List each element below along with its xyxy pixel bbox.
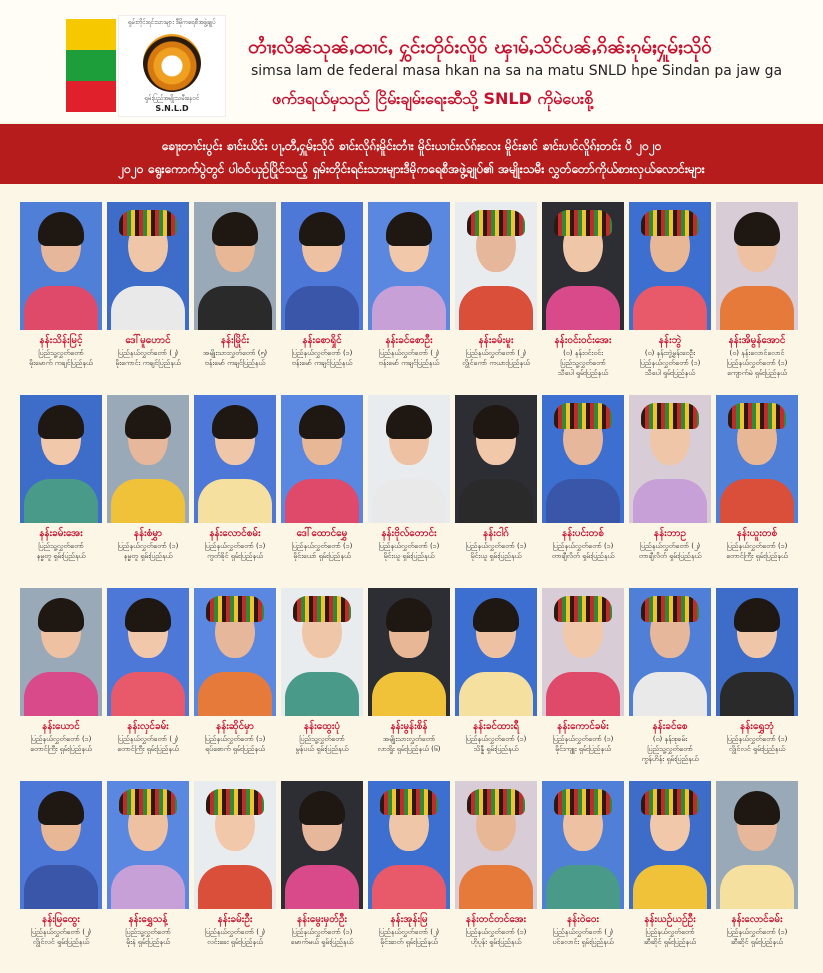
banner: [0, 124, 823, 184]
candidate-card: [542, 588, 624, 780]
candidate-name: နန်းအုန်းမြ: [390, 914, 428, 925]
photo-headdress: [206, 596, 264, 622]
candidate-info2: သိန္နီ ရှမ်းပြည်နယ်: [473, 745, 519, 753]
logo-top-text: ရှမ်းတိုင်းရင်းသားများ ဒီမိုကရေစီအဖွဲ့ချုပ်: [128, 19, 216, 26]
candidate-info2: ကွတ်ခိုင် ရှမ်းပြည်နယ်: [207, 552, 263, 560]
candidate-name: နန်းခမ်းမူး: [478, 335, 514, 346]
candidate-info1: ပြည်နယ်လွှတ်တော် (၁): [291, 349, 353, 357]
candidate-name: နန်းရွှေဘုံ: [740, 721, 774, 732]
photo-clothing: [459, 286, 533, 330]
candidate-name: နန်းပင်းတစ်: [561, 528, 605, 539]
photo-clothing: [111, 479, 185, 523]
title-latin: simsa lam de federal masa hkan na sa na matu SNLD hpe Sindan pa jaw ga: [251, 63, 783, 79]
candidate-info1: ပြည်နယ်လွှတ်တော် (၂): [639, 542, 701, 550]
photo-clothing: [111, 672, 185, 716]
candidate-card: [542, 202, 624, 394]
candidate-info2: လွိုင်လင် ရှမ်းပြည်နယ်: [32, 938, 90, 946]
candidate-name: နန်းခမ်းအေး: [39, 528, 83, 539]
candidate-name: နန်းမြိုင်း: [220, 335, 250, 346]
candidate-info1: ပြည်နယ်လွှတ်တော် (၁): [204, 735, 266, 743]
candidate-name: နန်းလောင်စမ်း: [209, 528, 261, 539]
candidate-photo: [194, 395, 276, 523]
photo-clothing: [372, 672, 446, 716]
candidate-name: နန်းယူးတစ်: [736, 528, 778, 539]
candidate-info2: လင်းခေး ရှမ်းပြည်နယ်: [207, 938, 263, 946]
candidate-info1: (၀) နန်းဘွဲ့မွန်းဝေဦး: [644, 349, 696, 357]
photo-headdress: [554, 210, 612, 236]
candidate-card: [107, 202, 189, 394]
candidate-card: [629, 781, 711, 973]
candidate-info1: ပြည်နယ်လွှတ်တော် (၁): [465, 735, 527, 743]
photo-clothing: [24, 865, 98, 909]
candidate-photo: [716, 588, 798, 716]
candidate-info1: ပြည်နယ်လွှတ်တော် (၁): [291, 928, 353, 936]
photo-clothing: [198, 479, 272, 523]
candidate-card: [716, 202, 798, 394]
candidate-photo: [20, 202, 102, 330]
candidate-name: နန်းဝဲဝေး: [566, 914, 600, 925]
photo-hair: [125, 598, 171, 632]
photo-clothing: [285, 479, 359, 523]
candidate-photo: [107, 588, 189, 716]
candidate-name: နန်းတင်တင်အေး: [465, 914, 527, 925]
candidate-info2: ဆီဆိုင် ရှမ်းပြည်နယ်: [731, 938, 783, 946]
candidate-photo: [542, 781, 624, 909]
photo-headdress: [554, 403, 612, 429]
candidate-name: ဒေါ်ထောင်မွှေ: [296, 528, 348, 539]
candidate-info2: မိုင်းယူ ရှမ်းပြည်နယ်: [383, 552, 435, 560]
flag-red-stripe: [66, 81, 116, 112]
candidate-info1: ပြည်နယ်လွှတ်တော် (၂): [378, 928, 440, 936]
photo-hair: [38, 212, 84, 246]
photo-clothing: [720, 479, 794, 523]
candidate-info2: ရပ်စောက် ရှမ်းပြည်နယ်: [205, 745, 265, 753]
title-shan: တၢႆႈလိၼ်သုၼ်ႇထၢင်ႇ ႁွင်းတိုဝ်းလိူဝ် ၾၢမ်ႇသိင်ပၼ်ႇၵိၼ်းၵုမ်ႈႁူမ်ႈသိုဝ်: [248, 36, 712, 58]
candidate-info2: မိုးနဲ ရှမ်းပြည်နယ်: [126, 938, 170, 946]
photo-headdress: [293, 596, 351, 622]
photo-headdress: [467, 210, 525, 236]
candidate-card: [281, 588, 363, 780]
candidate-info2: တာချီလိတ် ရှမ်းပြည်နယ်: [638, 552, 702, 560]
photo-hair: [734, 791, 780, 825]
photo-clothing: [720, 286, 794, 330]
candidate-info1: ပြည်နယ်လွှတ်တော် (၁): [726, 735, 788, 743]
photo-headdress: [380, 789, 438, 815]
photo-clothing: [285, 865, 359, 909]
candidate-name: နန်းလှင်ခမ်း: [127, 721, 169, 732]
tiger-icon: [143, 34, 201, 92]
candidate-info1: ပြည်နယ်လွှတ်တော် (၁): [726, 928, 788, 936]
photo-hair: [386, 212, 432, 246]
candidate-card: [716, 395, 798, 587]
flag-green-stripe: [66, 50, 116, 81]
photo-clothing: [372, 286, 446, 330]
candidate-photo: [629, 395, 711, 523]
photo-clothing: [285, 286, 359, 330]
candidate-card: [629, 202, 711, 394]
candidate-info1: ပြည်နယ်လွှတ်တော် (၂): [465, 349, 527, 357]
photo-hair: [386, 405, 432, 439]
photo-hair: [473, 405, 519, 439]
candidate-card: [20, 395, 102, 587]
candidate-name: နန်းရွှေသန့်: [128, 914, 168, 925]
candidate-info2: ပြည်နယ်လွှတ်တော် (၁): [726, 359, 788, 367]
candidate-name: နန်းထွေးပုံ: [303, 721, 341, 732]
candidate-name: နန်းဗိုလ်တောင်း: [381, 528, 437, 539]
banner-line-2: ၂၀၂၀ ရွေးကောက်ပွဲတွင် ပါဝင်ယှဉ်ပြိုင်သည့် ရှမ်းတိုင်းရင်းသားများဒီမိုကရေစီအဖွဲ့ချုပ်၏ အမျိုးသမီး လွှတ်တော်ကိုယ်စားလှယ်လောင်းများ: [118, 162, 705, 176]
candidate-info1: အမျိုးသားလွှတ်တော် (၅): [202, 349, 268, 357]
photo-headdress: [641, 403, 699, 429]
candidate-name: နန်းခင်စေ: [652, 721, 688, 732]
photo-headdress: [467, 789, 525, 815]
candidate-card: [455, 395, 537, 587]
candidate-name: နန်းမွန်းစိန်: [390, 721, 428, 732]
photo-clothing: [24, 479, 98, 523]
candidate-photo: [542, 395, 624, 523]
candidate-photo: [194, 781, 276, 909]
photo-clothing: [633, 479, 707, 523]
candidate-info1: ပြည်နယ်လွှတ်တော် (၂): [378, 349, 440, 357]
candidate-info2: မိုးကောင်း ကချင်ပြည်နယ်: [115, 359, 181, 367]
photo-hair: [473, 598, 519, 632]
candidate-photo: [20, 588, 102, 716]
candidate-info3: သီပေါ ရှမ်းပြည်နယ်: [557, 369, 609, 377]
candidate-card: [542, 395, 624, 587]
candidate-card: [455, 588, 537, 780]
candidate-photo: [20, 395, 102, 523]
candidate-photo: [107, 202, 189, 330]
candidate-card: [455, 781, 537, 973]
candidate-info2: ဟိုပုန်း ရှမ်းပြည်နယ်: [470, 938, 522, 946]
candidate-photo: [107, 395, 189, 523]
candidate-info1: ပြည်နယ်လွှတ်တော် (၁): [204, 542, 266, 550]
candidate-photo: [455, 202, 537, 330]
candidate-name: နန်းမွေးမှတ်ဦး: [296, 914, 348, 925]
candidate-photo: [629, 781, 711, 909]
candidate-info1: ပြည်နယ်လွှတ်တော် (၁): [378, 542, 440, 550]
candidate-card: [20, 781, 102, 973]
candidate-name: နန်းမြထွေး: [42, 914, 80, 925]
candidate-photo: [194, 588, 276, 716]
candidate-info1: ပြည်နယ်လွှတ်တော် (၁): [726, 542, 788, 550]
photo-clothing: [198, 672, 272, 716]
candidate-photo: [368, 588, 450, 716]
photo-headdress: [206, 789, 264, 815]
candidate-photo: [368, 395, 450, 523]
candidate-photo: [281, 781, 363, 909]
candidate-info1: ပြည်နယ်လွှတ်တော် (၁): [465, 542, 527, 550]
candidate-info3: ကွန်ဟိန်း ရှမ်းပြည်နယ်: [641, 755, 699, 763]
candidate-info1: ပြည်နယ်လွှတ်တော် (၁): [30, 735, 92, 743]
candidate-card: [107, 395, 189, 587]
photo-clothing: [546, 479, 620, 523]
candidate-info1: ပြည်နယ်လွှတ်တော် (၁): [552, 735, 614, 743]
candidate-info2: လွိုင်လင် ရှမ်းပြည်နယ်: [728, 745, 786, 753]
photo-clothing: [198, 286, 272, 330]
candidate-info2: တောင်ကြီး ရှမ်းပြည်နယ်: [726, 552, 788, 560]
candidate-photo: [716, 781, 798, 909]
candidate-info2: ဗန်းမော် ကချင်ပြည်နယ်: [291, 359, 353, 367]
candidate-info1: ပြည်သူ့လွှတ်တော်: [38, 542, 84, 550]
candidate-info2: နမ္မတူ ရှမ်းပြည်နယ်: [123, 552, 173, 560]
candidate-card: [20, 588, 102, 780]
candidate-info1: ပြည်နယ်လွှတ်တော် (၁): [552, 542, 614, 550]
candidate-info1: (၀) နန်းလောင်လောင်: [729, 349, 785, 357]
candidate-card: [107, 781, 189, 973]
candidate-name: နန်းဝင်းဝင်းအေး: [554, 335, 612, 346]
photo-clothing: [24, 672, 98, 716]
candidate-info1: ပြည်သူ့လွှတ်တော်: [38, 349, 84, 357]
candidate-name: နန်းယောင်: [42, 721, 80, 732]
candidate-info2: မွန်ပယ် ရှမ်းပြည်နယ်: [295, 745, 349, 753]
candidate-name: နန်းအိမွန်အောင်: [728, 335, 786, 346]
candidate-info2: မိုင်းဆတ် ရှမ်းပြည်နယ်: [380, 938, 438, 946]
candidate-info1: ပြည်နယ်လွှတ်တော်: [645, 928, 695, 936]
photo-headdress: [554, 596, 612, 622]
candidate-info1: ပြည်သူ့လွှတ်တော်: [299, 735, 345, 743]
photo-hair: [125, 405, 171, 439]
candidate-card: [368, 781, 450, 973]
candidate-info1: (၀) နန်းစုခမ်း: [652, 735, 688, 743]
candidate-card: [194, 588, 276, 780]
candidate-info2: မိုင်းကျူး ရှမ်းပြည်နယ်: [555, 745, 611, 753]
candidate-info1: (၀) နန်းဝင်းဝင်း: [563, 349, 603, 357]
photo-headdress: [728, 403, 786, 429]
candidate-info2: ဗန်းမော် ကချင်ပြည်နယ်: [204, 359, 266, 367]
photo-clothing: [633, 286, 707, 330]
candidate-photo: [716, 202, 798, 330]
candidate-card: [368, 588, 450, 780]
candidate-name: နန်းခင်စောဦး: [385, 335, 433, 346]
photo-hair: [212, 405, 258, 439]
candidate-name: နန်းငါဂ်: [483, 528, 509, 539]
party-logo: [118, 15, 226, 117]
candidate-info1: ပြည်နယ်လွှတ်တော် (၂): [204, 928, 266, 936]
candidate-card: [107, 588, 189, 780]
candidate-photo: [281, 395, 363, 523]
candidate-photo: [281, 588, 363, 716]
candidate-info1: ပြည်နယ်လွှတ်တော် (၁): [291, 542, 353, 550]
candidate-photo: [542, 588, 624, 716]
candidate-card: [368, 395, 450, 587]
photo-hair: [386, 598, 432, 632]
photo-clothing: [546, 865, 620, 909]
candidate-info1: အမျိုးသားလွှတ်တော်: [382, 735, 436, 743]
candidate-info2: ပင်လောင်း ရှမ်းပြည်နယ်: [552, 938, 614, 946]
candidate-info2: ပြည်သူ့လွှတ်တော်: [647, 745, 693, 753]
photo-clothing: [372, 865, 446, 909]
candidate-photo: [629, 202, 711, 330]
photo-hair: [299, 405, 345, 439]
candidate-card: [194, 202, 276, 394]
photo-clothing: [720, 865, 794, 909]
photo-clothing: [198, 865, 272, 909]
photo-clothing: [720, 672, 794, 716]
candidate-name: ဒေါ်မူဟောင်: [125, 335, 171, 346]
candidate-photo: [716, 395, 798, 523]
candidate-photo: [455, 588, 537, 716]
photo-headdress: [641, 789, 699, 815]
photo-clothing: [459, 672, 533, 716]
photo-headdress: [641, 210, 699, 236]
candidate-card: [629, 395, 711, 587]
candidate-info1: ပြည်သူ့လွှတ်တော်: [125, 928, 171, 936]
photo-hair: [734, 212, 780, 246]
photo-headdress: [119, 210, 177, 236]
candidate-card: [542, 781, 624, 973]
candidate-card: [281, 202, 363, 394]
photo-clothing: [459, 865, 533, 909]
candidate-card: [716, 588, 798, 780]
photo-clothing: [546, 286, 620, 330]
candidate-card: [455, 202, 537, 394]
candidate-photo: [368, 202, 450, 330]
banner-line-1: ၶေႃႈတၢင်းပွင်း ၶၢင်းယိင်း ပႃႇတီႇႁူမ်ႈသိုဝ် ၶၢင်းလိုၵ်ႈမိူင်းတၢႆး မိူင်းယၢင်းလ်ၵ်ႈလႄး မိူင်းၶၢင် ၶၢင်းပၢင်လိူၵ်ႈတင်း ပီ ၂၀၂၀: [161, 139, 662, 153]
photo-clothing: [285, 672, 359, 716]
photo-hair: [38, 791, 84, 825]
photo-clothing: [111, 286, 185, 330]
logo-bottom-text: ရှမ်းပြည်အမျိုးသမီးနေဝင်: [144, 95, 200, 102]
photo-hair: [212, 212, 258, 246]
photo-hair: [299, 791, 345, 825]
candidate-name: နန်းလောင်ခမ်း: [731, 914, 783, 925]
candidate-photo: [281, 202, 363, 330]
candidate-photo: [629, 588, 711, 716]
candidate-name: နန်းခမ်းဦး: [217, 914, 253, 925]
candidate-name: နန်းဘွဲ: [658, 335, 682, 346]
shan-flag: [66, 19, 116, 112]
candidate-info1: ပြည်နယ်လွှတ်တော် (၂): [117, 349, 179, 357]
candidate-info1: ပြည်နယ်လွှတ်တော် (၂): [30, 928, 92, 936]
photo-clothing: [633, 865, 707, 909]
candidate-card: [368, 202, 450, 394]
photo-hair: [299, 212, 345, 246]
candidate-info2: မိုးမောက် ကချင်ပြည်နယ်: [29, 359, 93, 367]
candidate-info2: ဗန်းမော် ကချင်ပြည်နယ်: [378, 359, 440, 367]
candidate-card: [716, 781, 798, 973]
candidate-name: နန်းယဉ်ယဉ်ဦး: [644, 914, 696, 925]
candidate-photo: [20, 781, 102, 909]
candidate-info2: ပြည်နယ်လွှတ်တော် (၁): [639, 359, 701, 367]
photo-hair: [38, 598, 84, 632]
candidate-name: နန်းဆိုင်မှာ: [216, 721, 254, 732]
candidate-info1: ပြည်နယ်လွှတ်တော် (၁): [117, 542, 179, 550]
candidate-info2: မိုင်းယော် ရှမ်းပြည်နယ်: [293, 552, 351, 560]
candidate-name: နန်းသိန်းမြင့်: [39, 335, 83, 346]
photo-clothing: [546, 672, 620, 716]
candidate-photo: [455, 395, 537, 523]
candidate-card: [194, 781, 276, 973]
candidate-info2: မောက်မယ် ရှမ်းပြည်နယ်: [290, 938, 354, 946]
candidate-name: နန်းစံမွှာ: [133, 528, 163, 539]
candidate-info2: လားရှိုး ရှမ်းပြည်နယ် (၆): [377, 745, 441, 753]
candidate-info1: ပြည်နယ်လွှတ်တော် (၁): [465, 928, 527, 936]
candidate-info2: တာချီလိတ် ရှမ်းပြည်နယ်: [551, 552, 615, 560]
photo-hair: [38, 405, 84, 439]
candidate-card: [281, 395, 363, 587]
candidate-info3: သီပေါ ရှမ်းပြည်နယ်: [644, 369, 696, 377]
photo-clothing: [372, 479, 446, 523]
candidate-card: [281, 781, 363, 973]
header: [0, 0, 823, 122]
photo-headdress: [554, 789, 612, 815]
candidate-name: နန်းခင်ထားရီ: [472, 721, 520, 732]
photo-clothing: [24, 286, 98, 330]
candidate-photo: [107, 781, 189, 909]
photo-clothing: [633, 672, 707, 716]
title-burmese: ဖက်ဒရယ်မှသည် ငြိမ်းချမ်းရေးဆီသို့ SNLD ကိုမဲပေးစို့: [272, 89, 594, 108]
logo-code: S.N.L.D: [155, 104, 189, 113]
candidate-name: နန်းစောရှိုင်: [302, 335, 342, 346]
candidate-info2: နမ္မတူ ရှမ်းပြည်နယ်: [36, 552, 86, 560]
candidate-photo: [368, 781, 450, 909]
candidate-photo: [194, 202, 276, 330]
candidate-photo: [455, 781, 537, 909]
flag-yellow-stripe: [66, 19, 116, 50]
candidate-card: [629, 588, 711, 780]
candidate-info2: လွိုင်ကော် ကယားပြည်နယ်: [462, 359, 530, 367]
candidate-info2: မိုင်းယူ ရှမ်းပြည်နယ်: [470, 552, 522, 560]
photo-clothing: [459, 479, 533, 523]
candidate-card: [20, 202, 102, 394]
photo-headdress: [119, 789, 177, 815]
candidate-name: နန်းဘာဥ: [653, 528, 687, 539]
photo-headdress: [641, 596, 699, 622]
candidate-name: နန်းကောင်ခမ်း: [557, 721, 609, 732]
candidate-photo: [542, 202, 624, 330]
candidate-card: [194, 395, 276, 587]
candidate-info3: ကျောက်မဲ ရှမ်းပြည်နယ်: [727, 369, 787, 377]
candidate-info1: ပြည်နယ်လွှတ်တော် (၂): [552, 928, 614, 936]
candidate-info1: ပြည်နယ်လွှတ်တော် (၂): [117, 735, 179, 743]
photo-hair: [734, 598, 780, 632]
candidate-info2: တောင်ကြီး ရှမ်းပြည်နယ်: [117, 745, 179, 753]
candidate-info2: ဆီဆိုင် ရှမ်းပြည်နယ်: [644, 938, 696, 946]
candidate-info2: တောင်ကြီး ရှမ်းပြည်နယ်: [30, 745, 92, 753]
photo-clothing: [111, 865, 185, 909]
candidate-info2: ပြည်သူ့လွှတ်တော်: [560, 359, 606, 367]
